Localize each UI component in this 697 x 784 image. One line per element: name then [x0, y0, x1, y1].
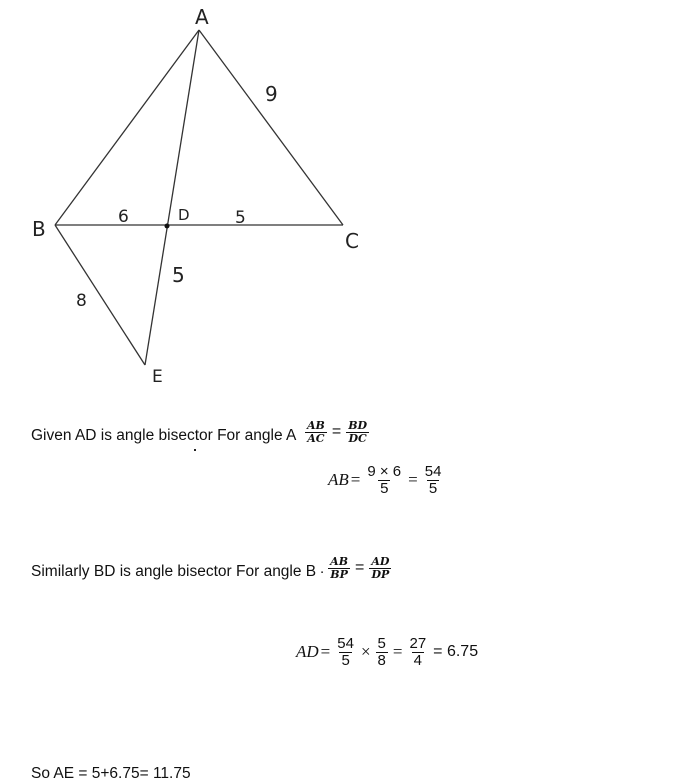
eq2-frac3-num: 27 [409, 635, 427, 652]
eq2-frac1-num: 54 [337, 635, 354, 652]
final-answer: So AE = 5+6.75= 11.75 [31, 765, 191, 782]
eq1-equals-2: = [408, 470, 418, 490]
eq1-lhs: AB [328, 470, 349, 490]
equation-ad [296, 636, 478, 669]
line-given-ad-bisector [31, 426, 296, 446]
line2-sep: . [320, 559, 325, 577]
eq2-frac2-num: 5 [377, 635, 386, 652]
eq2-frac-54-5 [335, 636, 356, 669]
line2-frac2-den: DP [371, 567, 390, 581]
line1-equals: = [331, 423, 342, 441]
eq1-equals: = [350, 470, 361, 490]
line2-equals: = [355, 559, 365, 577]
line2-ratio [320, 556, 394, 580]
segment-be [55, 225, 145, 365]
vertex-label-e: E [152, 367, 163, 387]
line1-frac-bd-dc [346, 420, 369, 444]
eq2-frac2-den: 8 [377, 651, 386, 669]
eq2-frac-5-8 [376, 636, 388, 669]
eq2-frac-27-4 [407, 636, 428, 669]
eq1-frac2-num: 54 [424, 463, 442, 480]
point-d [165, 224, 170, 229]
line2-prefix: Similarly BD is angle bisector For angle B [31, 563, 317, 580]
stray-dot [194, 449, 196, 451]
eq2-times: × [360, 642, 371, 662]
eq2-frac1-den: 5 [341, 651, 350, 669]
eq2-frac3-den: 4 [413, 651, 422, 669]
eq1-frac1-den: 5 [380, 479, 389, 497]
eq1-frac-9x6-5 [365, 464, 403, 497]
line1-ratio [302, 420, 372, 444]
eq2-equals-2: = [392, 642, 403, 662]
line2-frac1-num: AB [330, 555, 349, 568]
line2-frac1-den: BP [330, 567, 348, 581]
equation-ab [328, 464, 446, 497]
side-label-be: 8 [76, 291, 87, 311]
line1-frac2-den: DC [348, 431, 367, 445]
segment-ae [145, 30, 199, 365]
eq1-frac-54-5 [423, 464, 444, 497]
line1-frac-ab-ac [305, 420, 327, 444]
vertex-label-c: C [345, 229, 359, 253]
vertex-label-b: B [32, 217, 46, 241]
line-similarly-bd-bisector [31, 562, 316, 582]
line-final-answer [31, 764, 191, 784]
line1-frac1-den: AC [307, 431, 325, 445]
segment-ac [199, 30, 343, 225]
line2-frac2-num: AD [371, 555, 390, 568]
vertex-label-a: A [195, 5, 209, 29]
line2-frac-ad-dp [369, 556, 391, 580]
line2-frac-ab-bp [328, 556, 350, 580]
side-label-dc: 5 [235, 208, 246, 228]
eq1-frac1-num: 9 × 6 [367, 463, 402, 480]
eq2-result: = 6.75 [433, 643, 479, 661]
line1-frac1-num: AB [307, 419, 325, 432]
eq2-equals: = [320, 642, 331, 662]
eq1-frac2-den: 5 [428, 479, 438, 497]
side-label-ac: 9 [265, 82, 278, 106]
vertex-label-d: D [178, 206, 190, 224]
segment-ab [55, 30, 199, 225]
eq2-lhs: AD [296, 642, 319, 662]
line1-frac2-num: BD [348, 419, 368, 432]
side-label-bd: 6 [118, 207, 129, 227]
side-label-de: 5 [172, 263, 185, 287]
line1-prefix: Given AD is angle bisector For angle A [31, 427, 297, 444]
